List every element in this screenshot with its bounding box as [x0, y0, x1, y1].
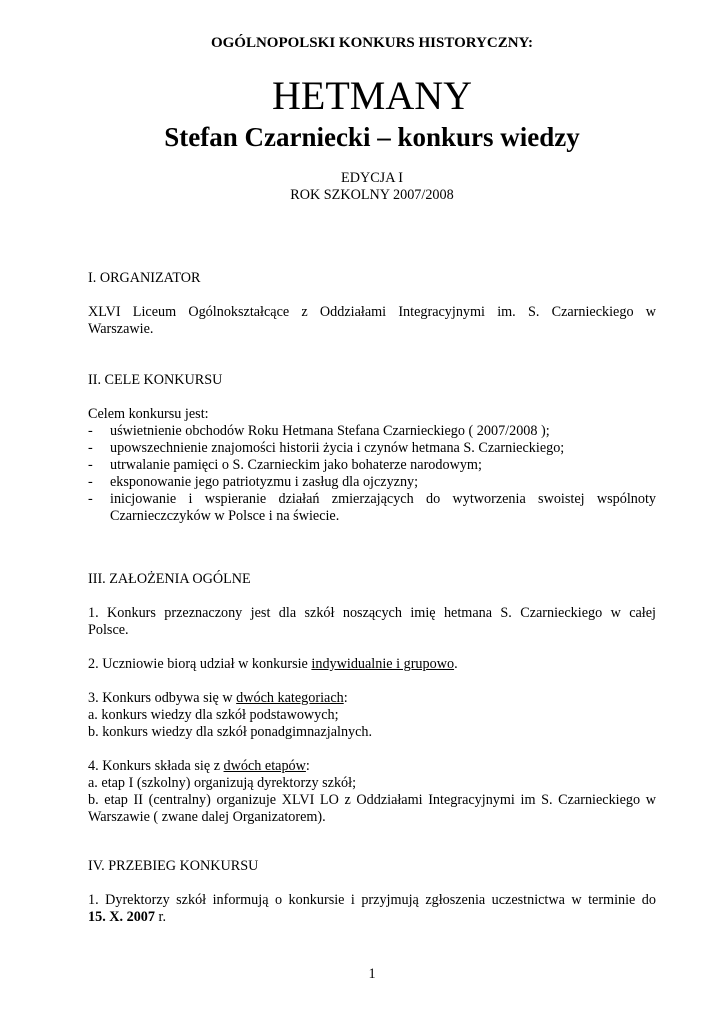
- bullet-marker: -: [88, 440, 93, 456]
- assumption-3-underlined: dwóch kategoriach: [236, 690, 344, 706]
- assumption-4: [88, 758, 310, 775]
- goal-item-continuation: Czarnieczczyków w Polsce i na świecie.: [110, 508, 340, 524]
- list-item: [0, 423, 724, 440]
- assumption-2-end: .: [454, 656, 458, 672]
- procedure-1-line-1: 1. Dyrektorzy szkół informują o konkursie i przyjmują zgłoszenia uczestnictwa w terminie do: [88, 892, 656, 908]
- deadline-suffix: r.: [155, 909, 167, 925]
- goal-item-text: inicjowanie i wspieranie działań zmierzających do wytworzenia swoistej wspólnoty: [110, 491, 656, 507]
- assumption-1-line-2: Polsce.: [88, 622, 129, 638]
- section-heading-goals: II. CELE KONKURSU: [88, 372, 223, 388]
- assumption-3-text: 3. Konkurs odbywa się w: [88, 690, 237, 706]
- deadline-date: 15. X. 2007: [88, 909, 155, 925]
- assumption-4-end: :: [305, 758, 310, 774]
- bullet-marker: -: [88, 423, 93, 439]
- goal-item-text: upowszechnienie znajomości historii życia i czynów hetmana S. Czarnieckiego;: [110, 440, 565, 456]
- assumption-4-b-line-2: Warszawie ( zwane dalej Organizatorem).: [88, 809, 326, 825]
- assumption-3-end: :: [343, 690, 348, 706]
- edition: EDYCJA I: [341, 170, 403, 186]
- assumption-3: [88, 690, 348, 707]
- assumption-2-text: 2. Uczniowie biorą udział w konkursie: [88, 656, 312, 672]
- organizer-line-1: XLVI Liceum Ogólnokształcące z Oddziałami Integracyjnymi im. S. Czarnieckiego w: [88, 304, 656, 320]
- goals-intro: Celem konkursu jest:: [88, 406, 209, 422]
- page-number: 1: [368, 966, 376, 982]
- assumption-2-underlined: indywidualnie i grupowo: [311, 656, 455, 672]
- goal-item-text: uświetnienie obchodów Roku Hetmana Stefana Czarnieckiego ( 2007/2008 );: [110, 423, 550, 439]
- assumption-4-b-line-1: b. etap II (centralny) organizuje XLVI LO z Oddziałami Integracyjnymi im S. Czarnieckiego w: [88, 792, 656, 808]
- school-year: ROK SZKOLNY 2007/2008: [290, 187, 454, 203]
- assumption-3-a: a. konkurs wiedzy dla szkół podstawowych;: [88, 707, 339, 723]
- procedure-1-line-2: [88, 909, 166, 926]
- goal-item-text: eksponowanie jego patriotyzmu i zasług dla ojczyzny;: [110, 474, 419, 490]
- assumption-4-underlined: dwóch etapów: [223, 758, 306, 774]
- list-item: [0, 491, 724, 525]
- organizer-line-2: Warszawie.: [88, 321, 154, 337]
- section-heading-assumptions: III. ZAŁOŻENIA OGÓLNE: [88, 571, 251, 587]
- title: HETMANY: [272, 73, 472, 118]
- assumption-1-line-1: 1. Konkurs przeznaczony jest dla szkół noszących imię hetmana S. Czarnieckiego w całej: [88, 605, 656, 621]
- bullet-marker: -: [88, 474, 93, 490]
- bullet-marker: -: [88, 457, 93, 473]
- bullet-marker: -: [88, 491, 93, 507]
- assumption-4-a: a. etap I (szkolny) organizują dyrektorzy szkół;: [88, 775, 357, 791]
- competition-label: OGÓLNOPOLSKI KONKURS HISTORYCZNY:: [210, 35, 534, 51]
- subtitle: Stefan Czarniecki – konkurs wiedzy: [164, 122, 580, 152]
- section-heading-procedure: IV. PRZEBIEG KONKURSU: [88, 858, 259, 874]
- assumption-4-text: 4. Konkurs składa się z: [88, 758, 224, 774]
- assumption-2: [88, 656, 458, 673]
- section-heading-organizer: I. ORGANIZATOR: [88, 270, 201, 286]
- list-item: [0, 457, 724, 474]
- list-item: [0, 474, 724, 491]
- list-item: [0, 440, 724, 457]
- assumption-3-b: b. konkurs wiedzy dla szkół ponadgimnazjalnych.: [88, 724, 373, 740]
- goal-item-text: utrwalanie pamięci o S. Czarnieckim jako bohaterze narodowym;: [110, 457, 482, 473]
